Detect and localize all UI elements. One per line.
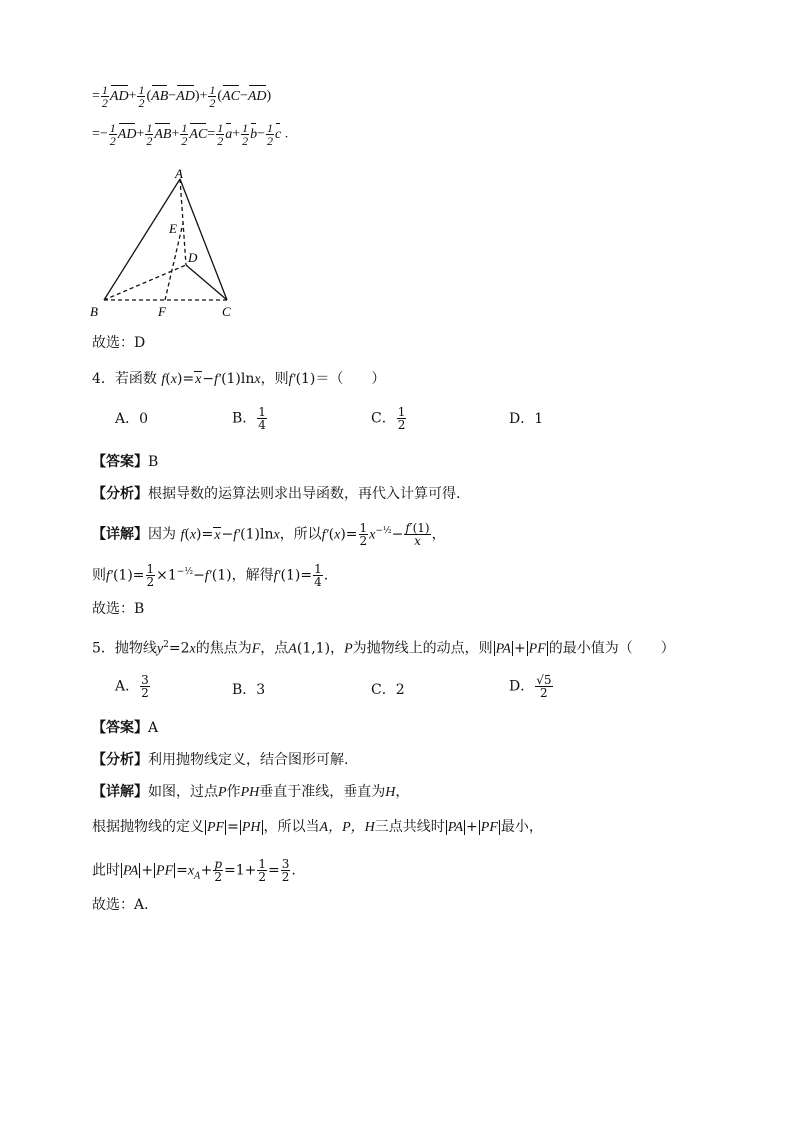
label-D: D [188,250,198,265]
q5-analysis: 【分析】利用抛物线定义，结合图形可解. [92,752,349,768]
label-B: B [90,304,98,319]
q5-answer: 【答案】A [92,720,159,736]
q5-stem: 5．抛物线$y^2=2x$的焦点为F，点A(1,1)，P为抛物线上的动点，则 PA + PF 的最小值为（ ） [92,640,675,657]
q5-option-b: B．3 [232,682,266,698]
q5-detail-line-2: 根据抛物线的定义 PF = PH ，所以当A，P，H三点共线时 PA + PF 最小， [92,819,543,835]
q4-answer: 【答案】B [92,454,159,470]
q4-detail-line-2: 则f′(1)= $\frac{1}{2}$ $\times 1^{-\frac{1}{2}}-f'(1)$，解得f′(1)= $\frac{1}{4}$ . [92,562,329,590]
label-F: F [158,304,166,319]
label-A: A [175,166,183,181]
edge-BD [104,265,186,300]
q4-stem: 4．若函数 f(x)=x−f′(1)lnx，则f′(1)＝（ ） [92,371,386,387]
q5-choice: 故选：A． [92,897,159,913]
tetrahedron-figure [90,165,250,325]
derivation-line-2: =− $\frac{1}{2}$ AD+ $\frac{1}{2}$ AB+ $\frac{1}{2}$ AC= $\frac{1}{2}$ a+ $\frac{1}{2}$ b− $\frac{1}{2}$ c . [92,121,289,148]
q5-detail-line-3: 此时 PA + PF $=x_A+$ $\frac{p}{2}$ =1+ $\frac{1}{2}$ = $\frac{3}{2}$ . [92,857,296,884]
label-C: C [222,304,231,319]
label-E: E [169,221,177,236]
q4-option-a: A．0 [115,411,149,427]
q5-option-a: A． $\frac{3}{2}$ [115,673,149,700]
q5-option-c: C．2 [371,682,405,698]
derivation-line-1: = $\frac{1}{2}$ AD+ $\frac{1}{2}$ (AB−AD)+ $\frac{1}{2}$ (AC−AD) [92,83,272,110]
q3-choice: 故选：D [92,335,146,351]
edge-AB [104,179,180,300]
q4-option-d: D．1 [509,411,544,427]
q5-option-d: D． $\frac{√5}{2}$ [509,673,552,700]
q4-choice: 故选：B [92,601,145,617]
q5-detail-line-1: 【详解】如图，过点P作PH垂直于准线，垂直为H， [92,784,410,800]
q4-option-b: B． $\frac{1}{4}$ [232,405,266,432]
q4-detail-line-1: 【详解】因为 f(x)=x−f′(1)lnx，所以f′(x)= $\frac{1}{2}$ $x^{-\frac{1}{2}}-$ $\frac{f'(1)}{x}$ ， [92,521,446,549]
edge-AC [180,179,227,300]
q4-option-c: C． $\frac{1}{2}$ [371,405,406,432]
q4-analysis: 【分析】根据导数的运算法则求出导函数，再代入计算可得. [92,486,461,502]
